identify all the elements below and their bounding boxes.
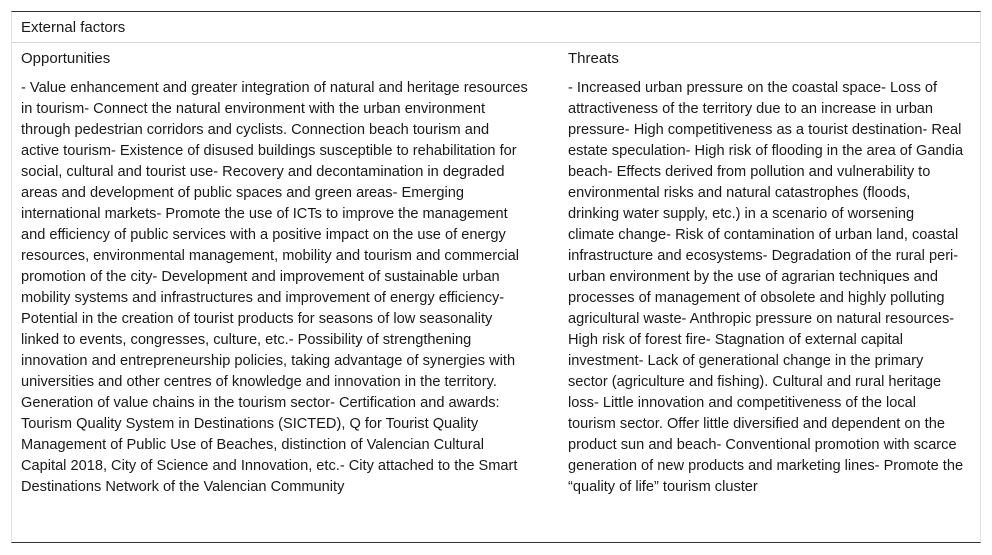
threats-heading: Threats — [568, 50, 619, 67]
threats-text: - Increased urban pressure on the coastal space- Loss of attractiveness of the territory due to an increase in urban pressure- High competitiveness as a tourist destination- Real estate speculation- High risk of flooding in the area of Gandia beach- Effects derived from pollution and vulnerability to environmental risks and natural catastrophes (floods, drinking water supply, etc.) in a scenario of worsening climate change- Risk of contamination of urban land, coastal infrastructure and ecosystems- Degradation of the rural peri-urban environment by the use of agrarian techniques and processes of management of obsolete and highly polluting agricultural waste- Anthropic pressure on natural resources- High risk of forest fire- Stagnation of external capital investment- Lack of generational change in the primary sector (agriculture and fishing). Cultural and rural heritage loss- Little innovation and competitiveness of the local tourism sector. Offer little diversified and dependent on the product sun and beach- Conventional promotion with scarce generation of new products and marketing lines- Promote the “quality of life” tourism cluster — [568, 80, 964, 495]
opportunities-text: - Value enhancement and greater integration of natural and heritage resources in tourism- Connect the natural environment with the urban environment through pedestrian corridors and cyclists. Connection beach tourism and active tourism- Existence of disused buildings susceptible to rehabilitation for social, cultural and tourist use- Recovery and decontamination in degraded areas and development of public spaces and green areas- Emerging international markets- Promote the use of ICTs to improve the management and efficiency of public services with a positive impact on the use of energy resources, environmental management, mobility and tourism and commercial promotion of the city- Development and improvement of sustainable urban mobility systems and infrastructures and improvement of energy efficiency- Potential in the creation of tourist products for seasons of low seasonality linked to events, congresses, culture, etc.- Possibility of strengthening innovation and entrepreneurship policies, taking advantage of synergies with universities and other centres of knowledge and innovation in the territory. Generation of value chains in the tourism sector- Certification and awards: Tourism Quality System in Destinations (SICTED), Q for Tourist Quality Management of Public Use of Beaches, distinction of Valencian Cultural Capital 2018, City of Science and Innovation, etc.- City attached to the Smart Destinations Network of the Valencian Community — [21, 80, 528, 495]
section-header-external-factors: External factors — [12, 12, 980, 43]
opportunities-heading: Opportunities — [21, 50, 111, 67]
opportunities-column — [21, 43, 531, 542]
threats-column — [568, 43, 964, 542]
swot-external-factors-table — [11, 11, 981, 543]
